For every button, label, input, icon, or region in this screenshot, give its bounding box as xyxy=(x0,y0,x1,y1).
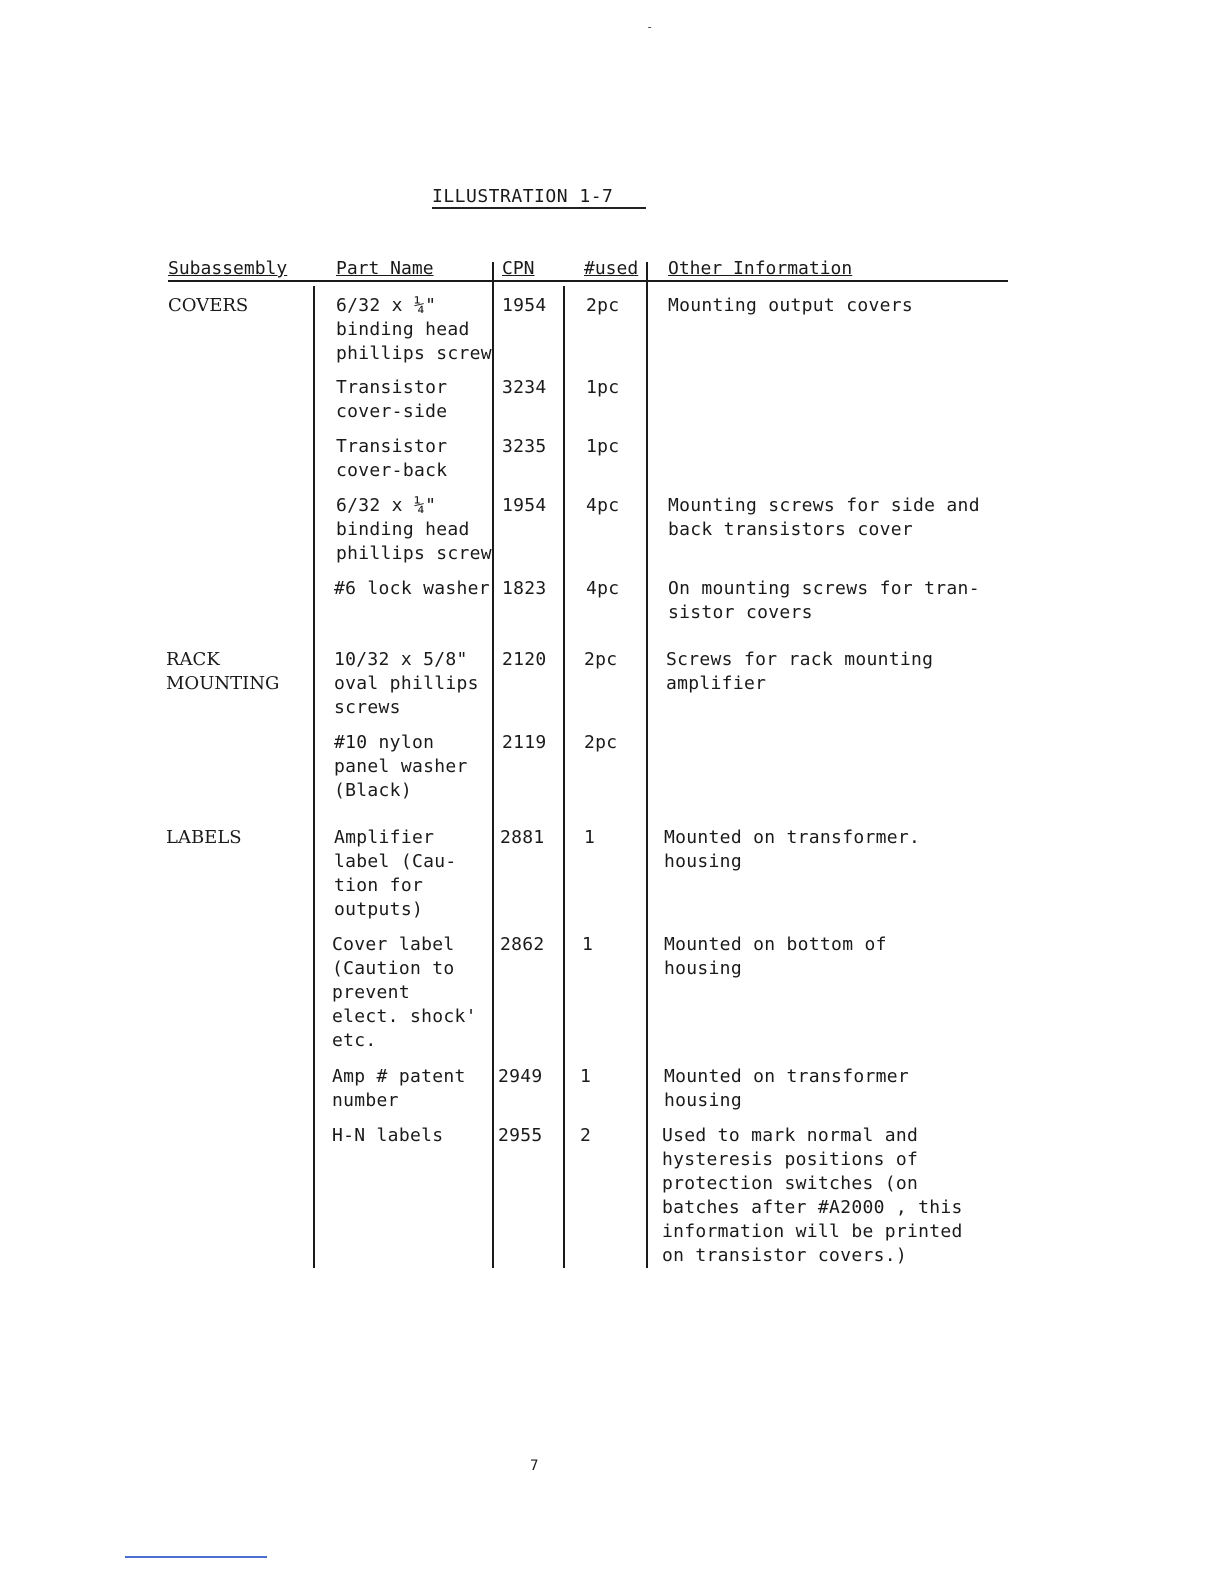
column-divider-4 xyxy=(646,262,648,1268)
table-row-used: 2pc xyxy=(584,732,618,753)
header-rule xyxy=(168,280,1008,282)
table-row-part: Amplifier label (Cau- tion for outputs) xyxy=(334,827,457,920)
table-row-other: Mounted on bottom of housing xyxy=(664,934,887,979)
table-row-part: 6/32 x ¼" binding head phillips screw xyxy=(336,495,492,564)
table-row-cpn: 2949 xyxy=(498,1066,543,1087)
column-divider-2 xyxy=(492,262,494,1268)
table-row-used: 4pc xyxy=(586,495,620,516)
table-row-other: Mounted on transformer housing xyxy=(664,1066,910,1111)
table-row-cpn: 2120 xyxy=(502,649,547,670)
table-row-part: Cover label (Caution to prevent elect. shock' etc. xyxy=(332,934,477,1051)
table-row-other: Mounted on transformer. housing xyxy=(664,827,921,872)
table-row-part: 10/32 x 5/8" oval phillips screws xyxy=(334,649,479,718)
header-cpn: CPN xyxy=(502,258,535,279)
table-row-cpn: 1954 xyxy=(502,295,547,316)
section-covers: COVERS xyxy=(168,295,249,316)
table-row-part: 6/32 x ¼" binding head phillips screw xyxy=(336,295,492,364)
table-row-cpn: 2881 xyxy=(500,827,545,848)
section-rack-mounting: RACK MOUNTING xyxy=(166,649,280,694)
page-number: 7 xyxy=(530,1458,539,1474)
table-row-other: Mounting output covers xyxy=(668,295,914,316)
table-row-cpn: 3234 xyxy=(502,377,547,398)
table-row-used: 1 xyxy=(582,934,594,955)
header-used: #used xyxy=(584,258,639,279)
table-row-other: Screws for rack mounting amplifier xyxy=(666,649,934,694)
top-mark: - xyxy=(646,20,654,34)
table-row-used: 2pc xyxy=(584,649,618,670)
table-row-other: Used to mark normal and hysteresis positions of protection switches (on batches after #A2000 , this information will be printed on transistor covers.) xyxy=(662,1125,963,1266)
table-row-part: #10 nylon panel washer (Black) xyxy=(334,732,468,801)
header-subassembly: Subassembly xyxy=(168,258,288,279)
table-row-used: 4pc xyxy=(586,578,620,599)
table-row-part: H-N labels xyxy=(332,1125,444,1146)
table-row-part: #6 lock washer xyxy=(334,578,490,599)
table-row-used: 1pc xyxy=(586,377,620,398)
table-row-cpn: 1954 xyxy=(502,495,547,516)
table-row-other: On mounting screws for tran- sistor covers xyxy=(668,578,980,623)
table-row-cpn: 2955 xyxy=(498,1125,543,1146)
table-row-part: Transistor cover-side xyxy=(336,377,448,422)
table-row-part: Amp # patent number xyxy=(332,1066,466,1111)
header-part-name: Part Name xyxy=(336,258,434,279)
table-row-cpn: 3235 xyxy=(502,436,547,457)
footer-rule xyxy=(125,1556,267,1558)
table-row-used: 2pc xyxy=(586,295,620,316)
table-row-other: Mounting screws for side and back transistors cover xyxy=(668,495,980,540)
table-row-used: 2 xyxy=(580,1125,592,1146)
table-row-part: Transistor cover-back xyxy=(336,436,448,481)
table-row-used: 1 xyxy=(580,1066,592,1087)
table-row-cpn: 2119 xyxy=(502,732,547,753)
section-labels: LABELS xyxy=(166,827,242,848)
table-row-used: 1pc xyxy=(586,436,620,457)
header-other-information: Other Information xyxy=(668,258,853,279)
table-row-cpn: 1823 xyxy=(502,578,547,599)
table-row-cpn: 2862 xyxy=(500,934,545,955)
column-divider-1 xyxy=(313,286,315,1268)
table-row-used: 1 xyxy=(584,827,596,848)
column-divider-3 xyxy=(563,286,565,1268)
page-title: ILLUSTRATION 1-7 xyxy=(432,186,646,209)
